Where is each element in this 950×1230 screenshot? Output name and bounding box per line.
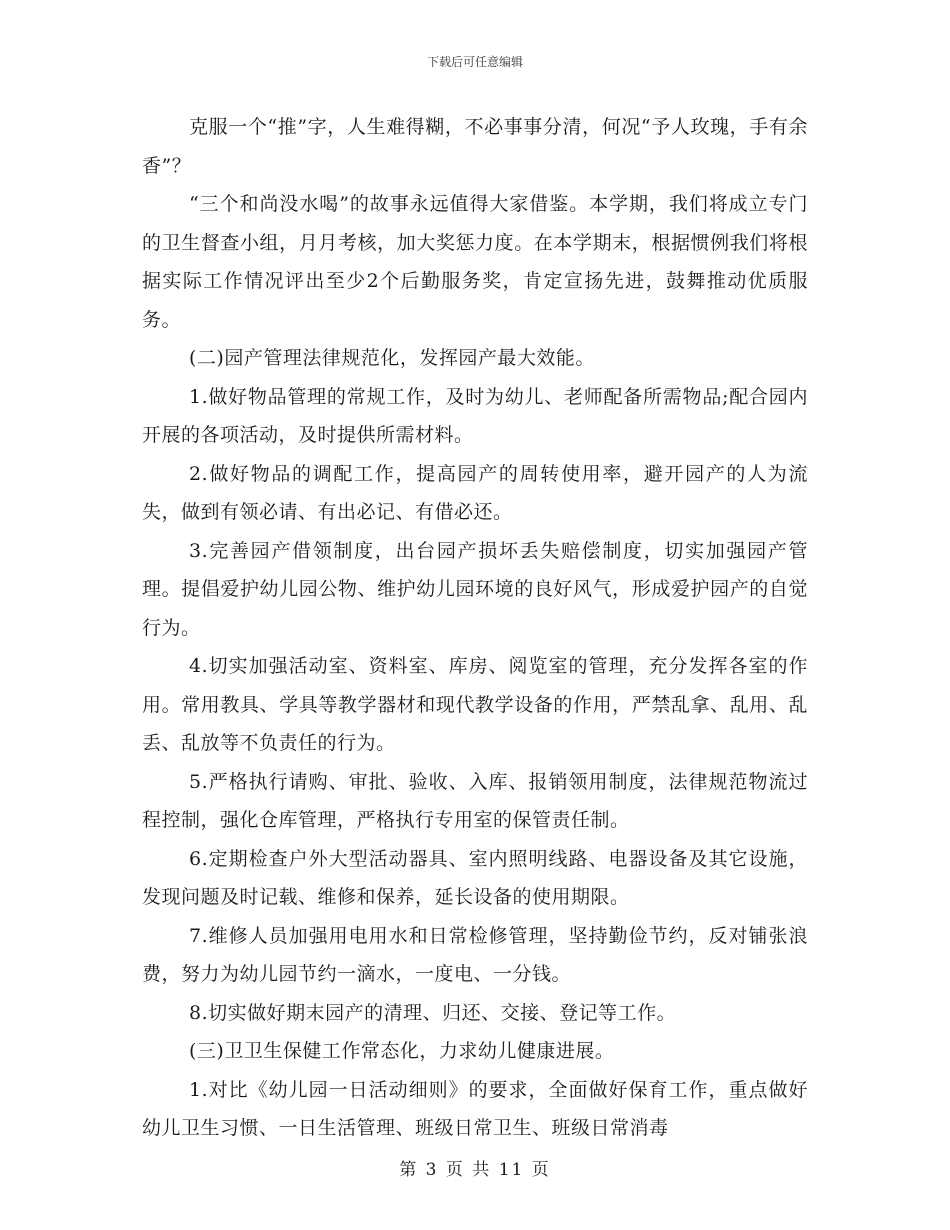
list-item: 4.切实加强活动室、资料室、库房、阅览室的管理，充分发挥各室的作用。常用教具、学具等教学器材和现代教学设备的作用，严禁乱拿、乱用、乱丢、乱放等不负责任的行为。 [142,655,808,754]
current-page-number: 3 [425,1160,439,1180]
list-item: 3.完善园产借领制度，出台园产损坏丢失赔偿制度，切实加强园产管理。提倡爱护幼儿园公物、维护幼儿园环境的良好风气，形成爱护园产的自觉行为。 [142,539,808,639]
list-item: 8.切实做好期末园产的清理、归还、交接、登记等工作。 [189,1001,677,1024]
section-heading: (三)卫卫生保健工作常态化，力求幼儿健康进展。 [189,1040,615,1062]
page-header [0,53,950,70]
list-item: 1.对比《幼儿园一日活动细则》的要求，全面做好保育工作，重点做好幼儿卫生习惯、一日生活管理、班级日常卫生、班级日常消毒 [142,1078,808,1139]
document-body [142,108,808,1148]
list-item: 1.做好物品管理的常规工作，及时为幼儿、老师配备所需物品;配合园内开展的各项活动，及时提供所需材料。 [142,385,808,446]
list-item: 6.定期检查户外大型活动器具、室内照明线路、电器设备及其它设施，发现问题及时记载、维修和保养，延长设备的使用期限。 [142,847,808,908]
paragraph: 克服一个“推”字，人生难得糊，不必事事分清，何况“予人玫瑰，手有余香”？ [142,116,808,177]
list-item: 7.维修人员加强用电用水和日常检修管理，坚持勤俭节约，反对铺张浪费，努力为幼儿园节约一滴水，一度电、一分钱。 [142,924,808,985]
footer-suffix: 页 [531,1160,551,1180]
list-item: 2.做好物品的调配工作，提高园产的周转使用率，避开园产的人为流失，做到有领必请、有出必记、有借必还。 [142,462,808,523]
paragraph: “三个和尚没水喝”的故事永远值得大家借鉴。本学期，我们将成立专门的卫生督查小组，月月考核，加大奖惩力度。在本学期末，根据惯例我们将根据实际工作情况评出至少2个后勤服务奖，肯定宣扬先进，鼓舞推动优质服务。 [142,193,808,331]
footer-middle: 页 共 [445,1160,492,1180]
footer-prefix: 第 [399,1160,419,1180]
header-note: 下载后可任意编辑 [426,55,523,69]
page-footer [0,1155,950,1180]
list-item: 5.严格执行请购、审批、验收、入库、报销领用制度，法律规范物流过程控制，强化仓库管理，严格执行专用室的保管责任制。 [142,770,808,831]
total-page-count: 11 [498,1160,525,1180]
section-heading: (二)园产管理法律规范化，发挥园产最大效能。 [189,347,595,369]
